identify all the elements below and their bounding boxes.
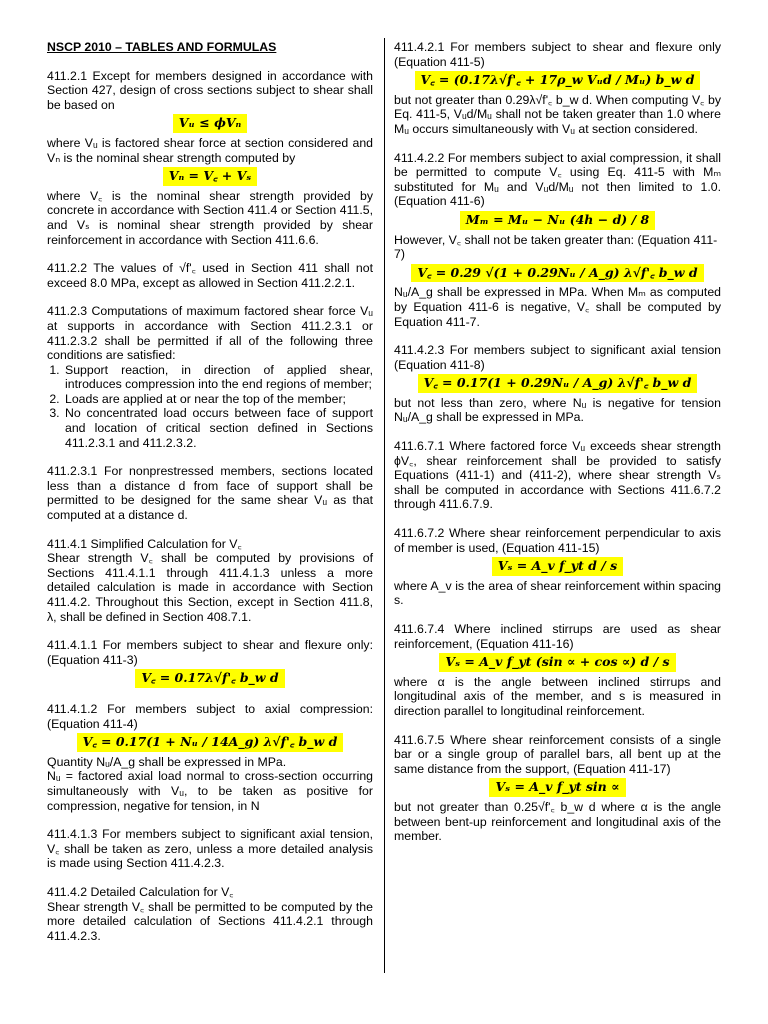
paragraph-quantity-mpa: Quantity Nᵤ/A_g shall be expressed in MPa. bbox=[47, 754, 287, 769]
equation-411-7: V꜀ = 0.29 √(1 + 0.29Nᵤ / A_g) λ√f'꜀ b_w d bbox=[411, 264, 703, 283]
section-411-2-3: 411.2.3 Computations of maximum factored shear force Vᵤ at supports in accordance with Section 411.2.3.1 or 411.2.3.2 shall be permitted if all of the following three conditions are satisfied: bbox=[47, 304, 373, 363]
paragraph-alpha-definition: where α is the angle between inclined stirrups and longitudinal axis of the member, and s is measured in direction parallel to longitudinal reinforcement. bbox=[394, 674, 721, 718]
section-411-6-7-2: 411.6.7.2 Where shear reinforcement perpendicular to axis of member is used, (Equation 411-15) bbox=[394, 526, 721, 555]
paragraph-av-definition: where A_v is the area of shear reinforcement within spacing s. bbox=[394, 578, 721, 608]
section-411-4-1-2: 411.4.1.2 For members subject to axial compression: (Equation 411-4) bbox=[47, 701, 373, 731]
section-411-4-1-heading: 411.4.1 Simplified Calculation for V꜀ bbox=[47, 536, 242, 551]
section-411-6-7-1: 411.6.7.1 Where factored force Vᵤ exceeds shear strength ϕV꜀, shear reinforcement shall be provided to satisfy Equations (411-1) and (411-2), where shear strength Vₛ shall be computed in accordance with Sections 411.6.7.2 through 411.6.7.9. bbox=[394, 439, 721, 512]
section-411-2-2: 411.2.2 The values of √f'꜀ used in Section 411 shall not exceed 8.0 MPa, except as allowed in Section 411.2.2.1. bbox=[47, 261, 373, 290]
paragraph-bent-up-limit: but not greater than 0.25√f'꜀ b_w d where α is the angle between bent-up reinforcement and longitudinal axis of the member. bbox=[394, 799, 721, 844]
section-411-2-1: 411.2.1 Except for members designed in accordance with Section 427, design of cross sections subject to shear shall be based on bbox=[47, 68, 373, 112]
page-title: NSCP 2010 – TABLES AND FORMULAS bbox=[47, 40, 277, 54]
equation-vu-phi-vn: Vᵤ ≤ ϕVₙ bbox=[173, 114, 248, 133]
left-column bbox=[47, 40, 373, 957]
paragraph-vu-definition: where Vᵤ is factored shear force at section considered and Vₙ is the nominal shear strength computed by bbox=[47, 135, 373, 165]
section-411-4-2-1: 411.4.2.1 For members subject to shear and flexure only (Equation 411-5) bbox=[394, 40, 721, 69]
paragraph-tension-limit: but not less than zero, where Nᵤ is negative for tension Nᵤ/A_g shall be expressed in MPa. bbox=[394, 395, 721, 425]
condition-item: 3. No concentrated load occurs between face of support and location of critical section defined in Sections 411.2.3.1 and 411.2.3.2. bbox=[63, 406, 373, 450]
section-411-6-7-4: 411.6.7.4 Where inclined stirrups are used as shear reinforcement, (Equation 411-16) bbox=[394, 622, 721, 651]
section-411-4-2: Shear strength V꜀ shall be permitted to be computed by the more detailed calculation of Sections 411.4.2.1 through 411.4.2.3. bbox=[47, 899, 373, 943]
section-411-6-7-5: 411.6.7.5 Where shear reinforcement consists of a single bar or a single group of parallel bars, all bent up at the same distance from the support, (Equation 411-17) bbox=[394, 732, 721, 776]
condition-item: 2. Loads are applied at or near the top of the member; bbox=[63, 392, 373, 407]
right-column bbox=[394, 40, 721, 858]
equation-411-15: Vₛ = A_v f_yt d / s bbox=[492, 557, 623, 576]
paragraph-nu-definition: Nᵤ = factored axial load normal to cross-section occurring simultaneously with Vᵤ, to be taken as positive for compression, negative for tension, in N bbox=[47, 769, 373, 813]
equation-411-4: V꜀ = 0.17(1 + Nᵤ / 14A_g) λ√f'꜀ b_w d bbox=[77, 733, 344, 752]
equation-411-5: V꜀ = (0.17λ√f'꜀ + 17ρ_w Vᵤd / Mᵤ) b_w d bbox=[415, 71, 701, 90]
paragraph-eq-411-5-limit: but not greater than 0.29λ√f'꜀ b_w d. When computing V꜀ by Eq. 411-5, Vᵤd/Mᵤ shall not be taken greater than 1.0 where Mᵤ occurs simultaneously with Vᵤ at section considered. bbox=[394, 92, 721, 136]
section-411-4-2-2: 411.4.2.2 For members subject to axial compression, it shall be permitted to compute V꜀ using Eq. 411-5 with Mₘ substituted for Mᵤ and Vᵤd/Mᵤ not then limited to 1.0. (Equation 411-6) bbox=[394, 150, 721, 209]
equation-411-8: V꜀ = 0.17(1 + 0.29Nᵤ / A_g) λ√f'꜀ b_w d bbox=[418, 374, 698, 393]
section-411-2-3-1: 411.2.3.1 For nonprestressed members, sections located less than a distance d from face of support shall be permitted to be designed for the same shear Vᵤ as that computed at a distance d. bbox=[47, 464, 373, 523]
section-411-4-1: Shear strength V꜀ shall be computed by provisions of Sections 411.4.1.1 through 411.4.1.3 unless a more detailed calculation is made in accordance with Section 411.4.2. Throughout this Section, except in Section 411.8, λ, shall be defined in Section 408.7.1. bbox=[47, 551, 373, 624]
paragraph-vc-vs-definition: where V꜀ is the nominal shear strength provided by concrete in accordance with Section 411.4 or Section 411.5, and Vₛ is nominal shear strength provided by shear reinforcement in accordance with Section 411.6.6. bbox=[47, 188, 373, 247]
equation-vn-sum: Vₙ = V꜀ + Vₛ bbox=[163, 167, 257, 186]
column-divider bbox=[384, 38, 385, 973]
condition-item: 1. Support reaction, in direction of applied shear, introduces compression into the end regions of member; bbox=[63, 363, 373, 392]
section-411-4-2-heading: 411.4.2 Detailed Calculation for V꜀ bbox=[47, 884, 234, 899]
section-411-4-1-1: 411.4.1.1 For members subject to shear and flexure only: (Equation 411-3) bbox=[47, 638, 373, 667]
equation-411-6: Mₘ = Mᵤ − Nᵤ (4h − d) / 8 bbox=[460, 211, 655, 230]
equation-411-17: Vₛ = A_v f_yt sin ∝ bbox=[489, 778, 625, 797]
section-411-4-2-3: 411.4.2.3 For members subject to significant axial tension (Equation 411-8) bbox=[394, 343, 721, 372]
paragraph-mm-negative: Nᵤ/A_g shall be expressed in MPa. When Mₘ as computed by Equation 411-6 is negative, V꜀ shall be computed by Equation 411-7. bbox=[394, 285, 721, 329]
conditions-list bbox=[47, 363, 373, 451]
section-411-4-1-3: 411.4.1.3 For members subject to significant axial tension, V꜀ shall be taken as zero, unless a more detailed analysis is made using Section 411.4.2.3. bbox=[47, 827, 373, 871]
equation-411-16: Vₛ = A_v f_yt (sin ∝ + cos ∝) d / s bbox=[439, 653, 675, 672]
paragraph-vc-limit: However, V꜀ shall not be taken greater than: (Equation 411-7) bbox=[394, 232, 718, 262]
equation-411-3: V꜀ = 0.17λ√f'꜀ b_w d bbox=[135, 669, 284, 688]
